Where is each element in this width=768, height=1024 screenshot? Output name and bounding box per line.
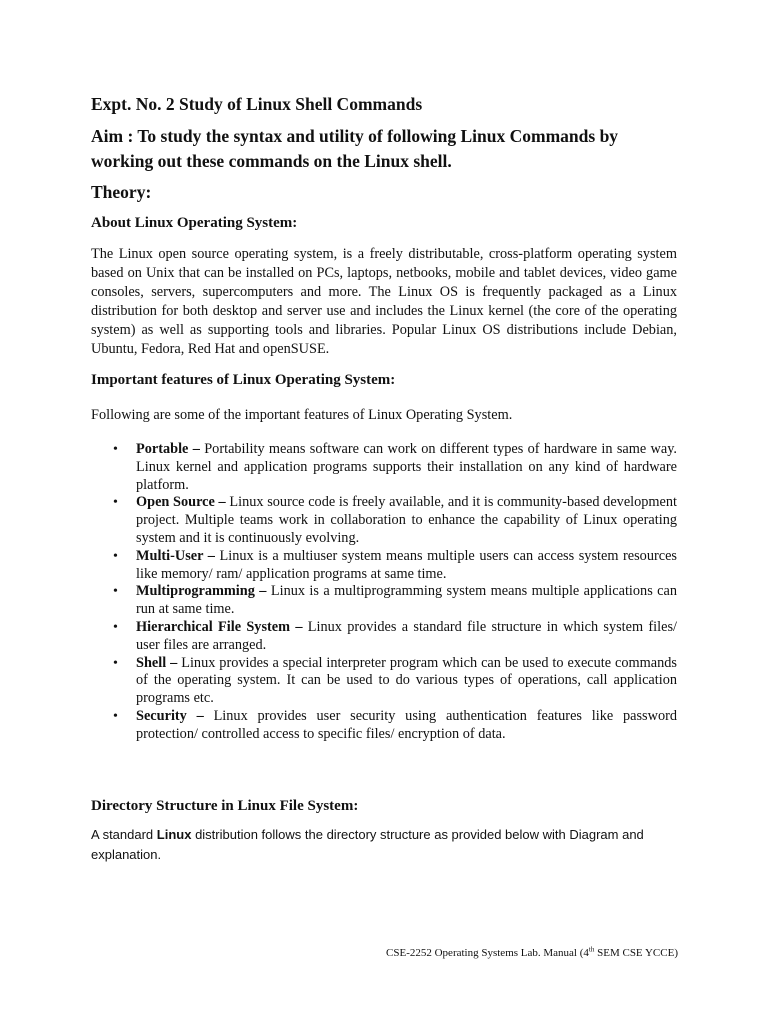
about-linux-heading: About Linux Operating System: (91, 215, 298, 231)
bullet-icon: • (113, 584, 118, 600)
feature-description: Portability means software can work on different types of hardware in same way. Linux kernel and application programs supports their installation on any kind of hardware platform. (136, 441, 677, 493)
feature-description: Linux is a multiuser system means multiple users can access system resources like memory/ ram/ application programs at same time. (136, 547, 677, 582)
feature-name: Portable – (136, 441, 200, 457)
feature-security (91, 708, 677, 744)
bullet-icon: • (113, 495, 118, 511)
features-list (91, 441, 677, 744)
feature-multiprogramming (91, 583, 677, 619)
feature-name: Multi-User – (136, 547, 215, 564)
feature-description: Linux provides a standard file structure in which system files/ user files are arranged. (136, 618, 677, 653)
feature-name: Shell – (136, 654, 178, 671)
theory-heading: Theory: (91, 182, 152, 202)
feature-portable (91, 441, 677, 494)
features-intro: Following are some of the important features of Linux Operating System. (91, 407, 513, 423)
page-title: Expt. No. 2 Study of Linux Shell Commands (91, 94, 423, 114)
footer-semester-ordinal: th (588, 945, 595, 954)
features-heading: Important features of Linux Operating System: (91, 372, 396, 388)
feature-description: Linux provides user security using authentication features like password protection/ controlled access to specific files/ encryption of data. (136, 707, 677, 742)
feature-shell (91, 655, 677, 708)
feature-name: Multiprogramming – (136, 583, 267, 600)
feature-hierarchical-file-system (91, 619, 677, 655)
bullet-icon: • (113, 548, 118, 564)
feature-description: Linux is a multiprogramming system means multiple applications can run at same time. (136, 583, 678, 618)
about-linux-paragraph: The Linux open source operating system, is a freely distributable, cross-platform operating system based on Unix that can be installed on PCs, laptops, netbooks, mobile and tablet devices, video game consoles, servers, supercomputers and more. The Linux OS is frequently packaged as a Linux distribution for both desktop and server use and includes the Linux kernel (the core of the operating system) as well as supporting tools and libraries. Popular Linux OS distributions include Debian, Ubuntu, Fedora, Red Hat and openSUSE. (91, 246, 677, 357)
footer-course-text: CSE-2252 Operating Systems Lab. Manual (4 (386, 947, 589, 959)
directory-structure-heading: Directory Structure in Linux File System: (91, 798, 359, 814)
feature-description: Linux provides a special interpreter program which can be used to execute commands of the operating system. It can be used to do various types of operations, call application programs etc. (136, 654, 677, 707)
footer-department-text: SEM CSE YCCE) (594, 947, 678, 959)
feature-multi-user (91, 548, 677, 584)
bullet-icon: • (113, 655, 118, 671)
bullet-icon: • (113, 708, 118, 724)
feature-name: Hierarchical File System – (136, 618, 303, 635)
bullet-icon: • (113, 619, 118, 635)
feature-name: Open Source – (136, 494, 226, 511)
feature-description: Linux source code is freely available, and it is community-based development project. Multiple teams work in collaboration to enhance the capability of Linux operating system and it is continuously evolving. (136, 494, 678, 546)
aim-statement: Aim : To study the syntax and utility of following Linux Commands by working out these commands on the Linux shell. (91, 126, 619, 171)
directory-intro-text: A standard (91, 827, 157, 842)
directory-intro-continuation: distribution follows the directory structure as provided below with Diagram and explanation. (91, 827, 644, 862)
bullet-icon: • (113, 442, 118, 457)
feature-open-source (91, 494, 677, 547)
directory-structure-intro (91, 825, 651, 865)
linux-emphasis: Linux (156, 827, 192, 842)
feature-name: Security – (136, 707, 204, 724)
page-footer (386, 946, 678, 960)
